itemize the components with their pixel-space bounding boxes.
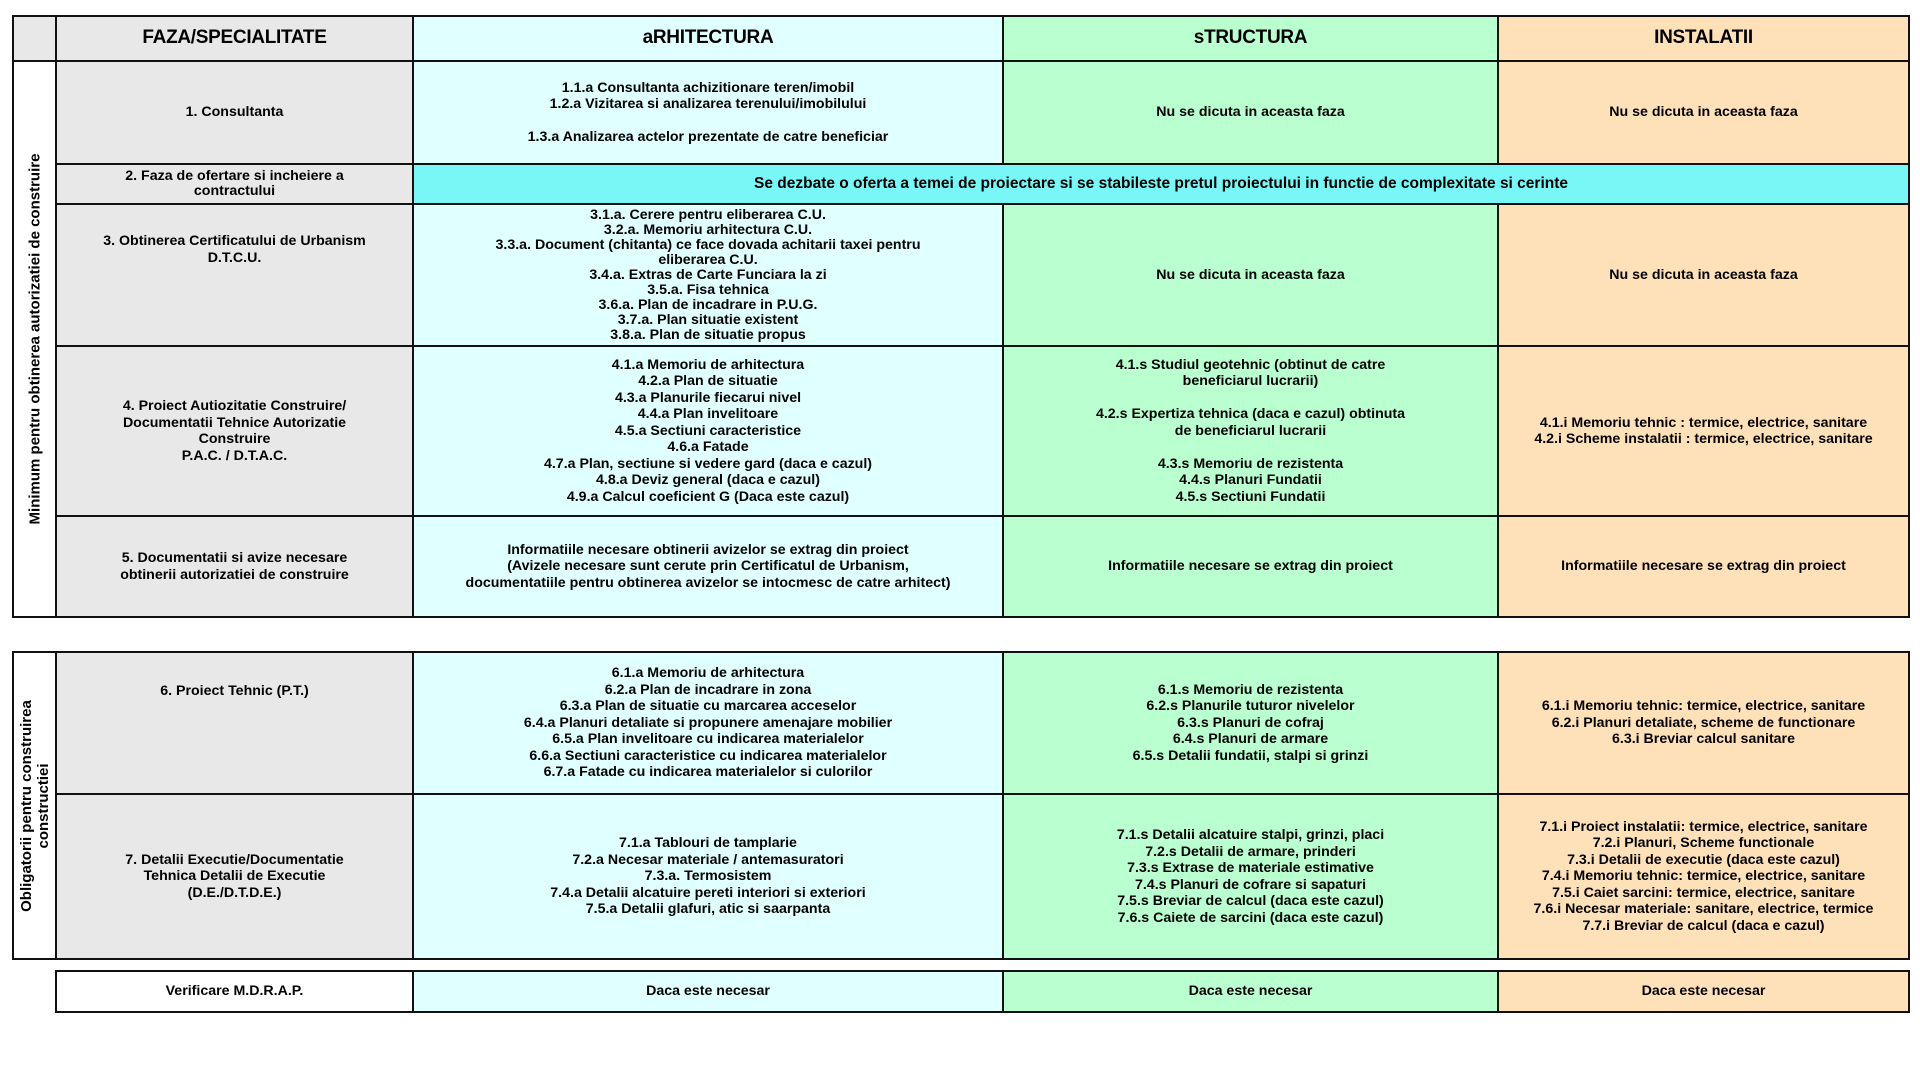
header-structure: sTRUCTURA (1002, 15, 1499, 62)
header-installations: INSTALATII (1497, 15, 1910, 62)
row-7-phase: 7. Detalii Executie/Documentatie Tehnica Detalii de Executie (D.E./D.T.D.E.) (55, 793, 414, 960)
row-4-structure: 4.1.s Studiul geotehnic (obtinut de catre beneficiarul lucrarii) 4.2.s Expertiza tehnica (daca e cazul) obtinuta de beneficiarul lucrarii 4.3.s Memoriu de rezistenta 4.4.s Planuri Fundatii 4.5.s Sectiuni Fundatii (1002, 345, 1499, 517)
row-7-structure: 7.1.s Detalii alcatuire stalpi, grinzi, placi 7.2.s Detalii de armare, prinderi 7.3.s Extrase de materiale estimative 7.4.s Planuri de cofrare si sapaturi 7.5.s Breviar de calcul (daca este cazul) 7.6.s Caiete de sarcini (daca este cazul) (1002, 793, 1499, 960)
row-4-architecture: 4.1.a Memoriu de arhitectura 4.2.a Plan de situatie 4.3.a Planurile fiecarui nivel 4.4.a Plan invelitoare 4.5.a Sectiuni caracteristice 4.6.a Fatade 4.7.a Plan, sectiune si vedere gard (daca e cazul) 4.8.a Deviz general (daca e cazul) 4.9.a Calcul coeficient G (Daca este cazul) (412, 345, 1004, 517)
row-4-phase: 4. Proiect Autiozitatie Construire/ Documentatii Tehnice Autorizatie Construire P.A.C. / D.T.A.C. (55, 345, 414, 517)
row-6-structure: 6.1.s Memoriu de rezistenta 6.2.s Planurile tuturor nivelelor 6.3.s Planuri de cofraj 6.4.s Planuri de armare 6.5.s Detalii fundatii, stalpi si grinzi (1002, 651, 1499, 795)
row-4-installations: 4.1.i Memoriu tehnic : termice, electrice, sanitare 4.2.i Scheme instalatii : termice, electrice, sanitare (1497, 345, 1910, 517)
row-1-structure: Nu se dicuta in aceasta faza (1002, 60, 1499, 165)
row-3-structure: Nu se dicuta in aceasta faza (1002, 203, 1499, 347)
row-5-phase: 5. Documentatii si avize necesare obtinerii autorizatiei de construire (55, 515, 414, 618)
row-1-installations: Nu se dicuta in aceasta faza (1497, 60, 1910, 165)
row-6-phase: 6. Proiect Tehnic (P.T.) (55, 651, 414, 795)
verification-installations: Daca este necesar (1497, 970, 1910, 1013)
header-architecture: aRHITECTURA (412, 15, 1004, 62)
row-3-architecture: 3.1.a. Cerere pentru eliberarea C.U. 3.2.a. Memoriu arhitectura C.U. 3.3.a. Document (chitanta) ce face dovada achitarii taxei pentru eliberarea C.U. 3.4.a. Extras de Carte Funciara la zi 3.5.a. Fisa tehnica 3.6.a. Plan de incadrare in P.U.G. 3.7.a. Plan situatie existent 3.8.a. Plan de situatie propus (412, 203, 1004, 347)
row-5-architecture: Informatiile necesare obtinerii avizelor se extrag din proiect (Avizele necesare sunt cerute prin Certificatul de Urbanism, documentatiile pentru obtinerea avizelor se intocmesc de catre arhitect) (412, 515, 1004, 618)
verification-structure: Daca este necesar (1002, 970, 1499, 1013)
row-3-installations: Nu se dicuta in aceasta faza (1497, 203, 1910, 347)
row-5-structure: Informatiile necesare se extrag din proiect (1002, 515, 1499, 618)
row-6-installations: 6.1.i Memoriu tehnic: termice, electrice, sanitare 6.2.i Planuri detaliate, scheme de functionare 6.3.i Breviar calcul sanitare (1497, 651, 1910, 795)
row-7-architecture: 7.1.a Tablouri de tamplarie 7.2.a Necesar materiale / antemasuratori 7.3.a. Termosistem 7.4.a Detalii alcatuire pereti interiori si exteriori 7.5.a Detalii glafuri, atic si saarpanta (412, 793, 1004, 960)
row-5-installations: Informatiile necesare se extrag din proiect (1497, 515, 1910, 618)
row-1-architecture: 1.1.a Consultanta achizitionare teren/imobil 1.2.a Vizitarea si analizarea terenului/imobilului 1.3.a Analizarea actelor prezentate de catre beneficiar (412, 60, 1004, 165)
row-2-phase: 2. Faza de ofertare si incheiere a contractului (55, 163, 414, 205)
verification-architecture: Daca este necesar (412, 970, 1004, 1013)
row-2-offer-merged: Se dezbate o oferta a temei de proiectare si se stabileste pretul proiectului in functie de complexitate si cerinte (412, 163, 1910, 205)
verification-phase: Verificare M.D.R.A.P. (55, 970, 414, 1013)
side-label-mandatory-construction: Obligatorii pentru construirea constructiei (12, 651, 57, 960)
row-1-phase: 1. Consultanta (55, 60, 414, 165)
corner-cell (12, 15, 57, 62)
side-label-minimum-authorization: Minimum pentru obtinerea autorizatiei de construire (12, 60, 57, 618)
row-6-architecture: 6.1.a Memoriu de arhitectura 6.2.a Plan de incadrare in zona 6.3.a Plan de situatie cu marcarea acceselor 6.4.a Planuri detaliate si propunere amenajare mobilier 6.5.a Plan invelitoare cu indicarea materialelor 6.6.a Sectiuni caracteristice cu indicarea materialelor 6.7.a Fatade cu indicarea materialelor si culorilor (412, 651, 1004, 795)
row-3-phase: 3. Obtinerea Certificatului de Urbanism D.T.C.U. (55, 203, 414, 347)
header-phase: FAZA/SPECIALITATE (55, 15, 414, 62)
row-7-installations: 7.1.i Proiect instalatii: termice, electrice, sanitare 7.2.i Planuri, Scheme functionale 7.3.i Detalii de executie (daca este cazul) 7.4.i Memoriu tehnic: termice, electrice, sanitare 7.5.i Caiet sarcini: termice, electrice, sanitare 7.6.i Necesar materiale: sanitare, electrice, termice 7.7.i Breviar de calcul (daca e cazul) (1497, 793, 1910, 960)
